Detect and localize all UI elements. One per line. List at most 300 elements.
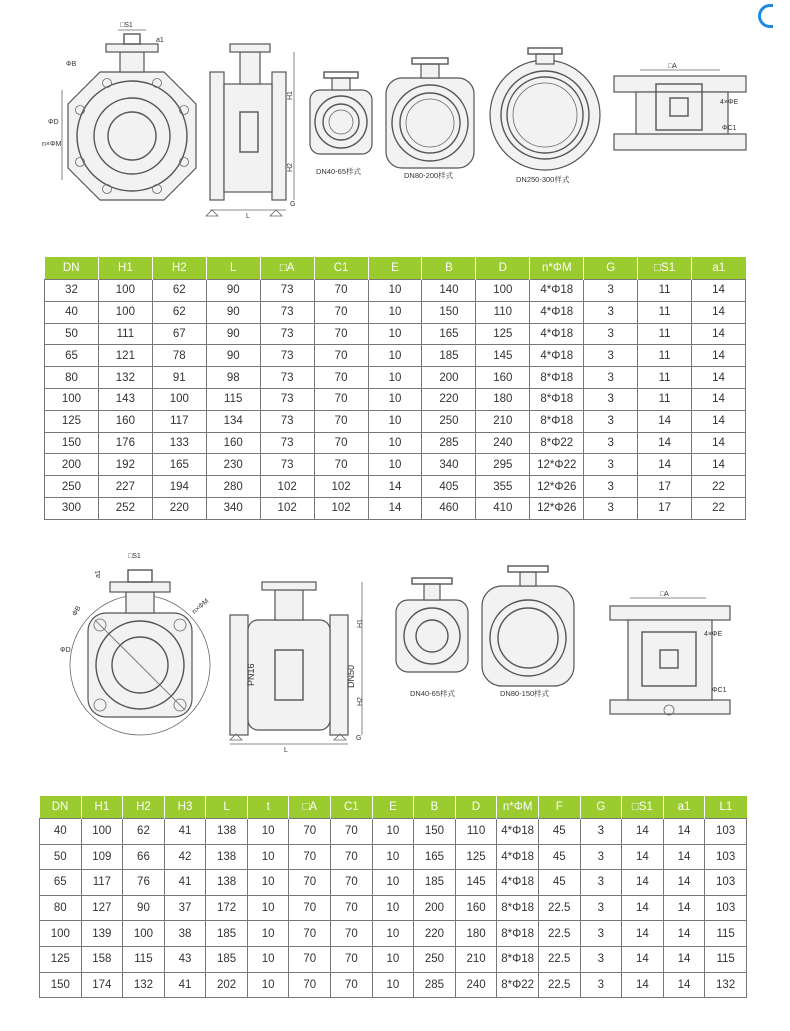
table-cell: 22.5 bbox=[538, 972, 580, 998]
table-cell: 250 bbox=[414, 946, 456, 972]
table-cell: 10 bbox=[368, 280, 422, 302]
table-cell: 140 bbox=[422, 280, 476, 302]
table-cell: 143 bbox=[98, 388, 152, 410]
table-cell: 150 bbox=[45, 432, 99, 454]
table-cell: 17 bbox=[638, 476, 692, 498]
table-cell: 111 bbox=[98, 323, 152, 345]
column-header: D bbox=[455, 796, 497, 819]
table-cell: 10 bbox=[372, 972, 414, 998]
table-cell: 100 bbox=[123, 921, 165, 947]
table-cell: 3 bbox=[580, 895, 622, 921]
table-cell: 14 bbox=[692, 367, 746, 389]
table-cell: 17 bbox=[638, 497, 692, 519]
table-cell: 80 bbox=[40, 895, 82, 921]
table-cell: 14 bbox=[692, 410, 746, 432]
table-cell: 132 bbox=[123, 972, 165, 998]
table-cell: 160 bbox=[476, 367, 530, 389]
caption-dn250-300: DN250-300样式 bbox=[516, 175, 570, 184]
caption-dn80-200: DN80-200样式 bbox=[404, 171, 454, 180]
table-cell: 115 bbox=[123, 946, 165, 972]
table-cell: 73 bbox=[260, 345, 314, 367]
table-cell: 8*Φ18 bbox=[497, 895, 539, 921]
table-cell: 62 bbox=[152, 280, 206, 302]
table-cell: 73 bbox=[260, 410, 314, 432]
column-header: E bbox=[368, 257, 422, 280]
table-row bbox=[45, 497, 746, 519]
table-cell: 14 bbox=[622, 819, 664, 845]
drawing-set-1 bbox=[0, 0, 790, 250]
table-cell: 405 bbox=[422, 476, 476, 498]
top-view-2 bbox=[610, 591, 730, 715]
table-cell: 3 bbox=[580, 921, 622, 947]
table-cell: 14 bbox=[692, 301, 746, 323]
table-cell: 102 bbox=[260, 497, 314, 519]
table-cell: 70 bbox=[331, 844, 373, 870]
view-dn250-300 bbox=[490, 48, 600, 184]
table-cell: 102 bbox=[314, 497, 368, 519]
table-cell: 250 bbox=[45, 476, 99, 498]
table-cell: 3 bbox=[580, 946, 622, 972]
table-cell: 50 bbox=[45, 323, 99, 345]
table-cell: 14 bbox=[692, 345, 746, 367]
table-cell: 50 bbox=[40, 844, 82, 870]
table-cell: 3 bbox=[584, 432, 638, 454]
column-header: H2 bbox=[152, 257, 206, 280]
table-row bbox=[45, 323, 746, 345]
table-cell: 45 bbox=[538, 844, 580, 870]
label-g: G bbox=[290, 201, 296, 208]
table-cell: 145 bbox=[476, 345, 530, 367]
table-cell: 66 bbox=[123, 844, 165, 870]
table-cell: 150 bbox=[422, 301, 476, 323]
column-header: H1 bbox=[98, 257, 152, 280]
table-cell: 4*Φ18 bbox=[530, 323, 584, 345]
table-cell: 10 bbox=[247, 870, 289, 896]
technical-drawing-2 bbox=[0, 540, 790, 790]
table-cell: 14 bbox=[692, 280, 746, 302]
drawing-set-2 bbox=[0, 540, 790, 790]
table-cell: 90 bbox=[206, 323, 260, 345]
table-cell: 355 bbox=[476, 476, 530, 498]
column-header: B bbox=[422, 257, 476, 280]
column-header: D bbox=[476, 257, 530, 280]
table-cell: 240 bbox=[476, 432, 530, 454]
table-cell: 14 bbox=[663, 972, 705, 998]
table-cell: 10 bbox=[247, 895, 289, 921]
label-pn16: PN16 bbox=[246, 663, 256, 686]
table-cell: 150 bbox=[414, 819, 456, 845]
table-cell: 102 bbox=[314, 476, 368, 498]
column-header: E bbox=[372, 796, 414, 819]
table-cell: 8*Φ18 bbox=[497, 946, 539, 972]
table-cell: 285 bbox=[422, 432, 476, 454]
caption2-dn80-150: DN80-150样式 bbox=[500, 689, 550, 698]
table-cell: 12*Φ26 bbox=[530, 476, 584, 498]
table-cell: 40 bbox=[45, 301, 99, 323]
table-cell: 210 bbox=[455, 946, 497, 972]
table-row bbox=[45, 432, 746, 454]
table-cell: 158 bbox=[81, 946, 123, 972]
table-cell: 10 bbox=[372, 819, 414, 845]
table-cell: 133 bbox=[152, 432, 206, 454]
label2-nm: n×ΦM bbox=[191, 597, 211, 616]
table-cell: 78 bbox=[152, 345, 206, 367]
table-cell: 100 bbox=[152, 388, 206, 410]
label-b: ΦB bbox=[66, 61, 77, 68]
table-cell: 210 bbox=[476, 410, 530, 432]
table-cell: 70 bbox=[331, 946, 373, 972]
table-cell: 285 bbox=[414, 972, 456, 998]
table-cell: 70 bbox=[289, 819, 331, 845]
table-cell: 42 bbox=[164, 844, 206, 870]
table-cell: 70 bbox=[289, 870, 331, 896]
table-cell: 67 bbox=[152, 323, 206, 345]
table-cell: 70 bbox=[331, 870, 373, 896]
column-header: F bbox=[538, 796, 580, 819]
table-cell: 14 bbox=[663, 946, 705, 972]
label2-h2: H2 bbox=[357, 697, 364, 706]
table-cell: 100 bbox=[81, 819, 123, 845]
table-cell: 98 bbox=[206, 367, 260, 389]
table-cell: 100 bbox=[45, 388, 99, 410]
column-header: a1 bbox=[663, 796, 705, 819]
table-cell: 121 bbox=[98, 345, 152, 367]
table-cell: 22.5 bbox=[538, 921, 580, 947]
table-cell: 340 bbox=[206, 497, 260, 519]
column-header: □S1 bbox=[622, 796, 664, 819]
table-row bbox=[40, 946, 747, 972]
table-cell: 73 bbox=[260, 454, 314, 476]
table-cell: 110 bbox=[455, 819, 497, 845]
table-cell: 14 bbox=[663, 819, 705, 845]
table-cell: 12*Φ26 bbox=[530, 497, 584, 519]
table-cell: 3 bbox=[584, 410, 638, 432]
table-cell: 103 bbox=[705, 819, 747, 845]
table-cell: 102 bbox=[260, 476, 314, 498]
table-cell: 32 bbox=[45, 280, 99, 302]
label2-a-top: □A bbox=[660, 591, 669, 598]
table-cell: 100 bbox=[476, 280, 530, 302]
table-row bbox=[45, 410, 746, 432]
table-cell: 200 bbox=[422, 367, 476, 389]
table-cell: 22 bbox=[692, 497, 746, 519]
table-cell: 45 bbox=[538, 819, 580, 845]
table-cell: 70 bbox=[314, 280, 368, 302]
top-view-1 bbox=[614, 63, 746, 150]
table-cell: 73 bbox=[260, 388, 314, 410]
table-cell: 252 bbox=[98, 497, 152, 519]
side-view-2 bbox=[230, 582, 364, 754]
column-header: C1 bbox=[314, 257, 368, 280]
table-cell: 300 bbox=[45, 497, 99, 519]
table-cell: 132 bbox=[98, 367, 152, 389]
table-cell: 220 bbox=[422, 388, 476, 410]
table-cell: 410 bbox=[476, 497, 530, 519]
table-cell: 127 bbox=[81, 895, 123, 921]
table-cell: 10 bbox=[368, 323, 422, 345]
label2-a1: a1 bbox=[95, 570, 102, 578]
table-cell: 165 bbox=[414, 844, 456, 870]
table-cell: 145 bbox=[455, 870, 497, 896]
table-cell: 10 bbox=[247, 972, 289, 998]
table-cell: 14 bbox=[622, 946, 664, 972]
table-header-row bbox=[45, 257, 746, 280]
table-cell: 3 bbox=[584, 323, 638, 345]
table-cell: 70 bbox=[289, 972, 331, 998]
table-cell: 14 bbox=[638, 432, 692, 454]
column-header: a1 bbox=[692, 257, 746, 280]
table-cell: 110 bbox=[476, 301, 530, 323]
table-cell: 103 bbox=[705, 870, 747, 896]
table-cell: 14 bbox=[368, 476, 422, 498]
table-cell: 4*Φ18 bbox=[497, 819, 539, 845]
table-cell: 70 bbox=[331, 819, 373, 845]
table-cell: 70 bbox=[331, 895, 373, 921]
table-cell: 185 bbox=[414, 870, 456, 896]
table-cell: 70 bbox=[289, 844, 331, 870]
table-cell: 73 bbox=[260, 323, 314, 345]
table-cell: 4*Φ18 bbox=[497, 870, 539, 896]
label-h1: H1 bbox=[287, 91, 294, 100]
table-cell: 117 bbox=[81, 870, 123, 896]
column-header: □S1 bbox=[638, 257, 692, 280]
table-cell: 185 bbox=[206, 921, 248, 947]
table-cell: 14 bbox=[622, 921, 664, 947]
table-cell: 62 bbox=[152, 301, 206, 323]
table-cell: 8*Φ18 bbox=[497, 921, 539, 947]
view2-dn80-150 bbox=[482, 566, 574, 698]
table-cell: 3 bbox=[580, 972, 622, 998]
table-cell: 90 bbox=[123, 895, 165, 921]
table-row bbox=[45, 345, 746, 367]
table-cell: 8*Φ18 bbox=[530, 410, 584, 432]
table-cell: 185 bbox=[422, 345, 476, 367]
label-a1: a1 bbox=[156, 37, 164, 44]
table-cell: 90 bbox=[206, 301, 260, 323]
label2-c1-top: ΦC1 bbox=[712, 687, 727, 694]
table-cell: 10 bbox=[368, 388, 422, 410]
label2-s1: □S1 bbox=[128, 553, 141, 560]
table-cell: 73 bbox=[260, 301, 314, 323]
table-cell: 3 bbox=[584, 367, 638, 389]
table-cell: 14 bbox=[663, 844, 705, 870]
table-cell: 185 bbox=[206, 946, 248, 972]
label-h2: H2 bbox=[287, 163, 294, 172]
table-cell: 70 bbox=[289, 946, 331, 972]
table-cell: 10 bbox=[368, 410, 422, 432]
table-cell: 14 bbox=[622, 895, 664, 921]
label-e-top: 4×ΦE bbox=[720, 99, 739, 106]
table-cell: 103 bbox=[705, 844, 747, 870]
label-d: ΦD bbox=[48, 119, 59, 126]
table-cell: 10 bbox=[372, 870, 414, 896]
table-cell: 100 bbox=[98, 280, 152, 302]
table-cell: 220 bbox=[414, 921, 456, 947]
table-cell: 14 bbox=[622, 870, 664, 896]
table-cell: 125 bbox=[455, 844, 497, 870]
table-cell: 70 bbox=[331, 921, 373, 947]
table-cell: 8*Φ22 bbox=[530, 432, 584, 454]
table-cell: 220 bbox=[152, 497, 206, 519]
table-cell: 180 bbox=[455, 921, 497, 947]
table-cell: 125 bbox=[476, 323, 530, 345]
table-row bbox=[45, 301, 746, 323]
table-cell: 73 bbox=[260, 432, 314, 454]
table-cell: 100 bbox=[40, 921, 82, 947]
table-cell: 176 bbox=[98, 432, 152, 454]
table-cell: 3 bbox=[580, 819, 622, 845]
table-cell: 117 bbox=[152, 410, 206, 432]
column-header: DN bbox=[45, 257, 99, 280]
table-cell: 10 bbox=[368, 301, 422, 323]
table-cell: 45 bbox=[538, 870, 580, 896]
table-row bbox=[40, 844, 747, 870]
table-cell: 14 bbox=[368, 497, 422, 519]
table-cell: 70 bbox=[314, 432, 368, 454]
column-header: n*ΦM bbox=[530, 257, 584, 280]
table-cell: 37 bbox=[164, 895, 206, 921]
table-cell: 172 bbox=[206, 895, 248, 921]
table-cell: 11 bbox=[638, 323, 692, 345]
table-cell: 3 bbox=[584, 301, 638, 323]
label2-e-top: 4×ΦE bbox=[704, 631, 723, 638]
table-row bbox=[45, 476, 746, 498]
table-cell: 10 bbox=[247, 921, 289, 947]
table-row bbox=[45, 280, 746, 302]
table-cell: 73 bbox=[260, 367, 314, 389]
table-cell: 174 bbox=[81, 972, 123, 998]
table-cell: 109 bbox=[81, 844, 123, 870]
table-header-row bbox=[40, 796, 747, 819]
table-cell: 3 bbox=[584, 345, 638, 367]
table-cell: 10 bbox=[368, 432, 422, 454]
spec-table-2 bbox=[39, 796, 747, 998]
column-header: H1 bbox=[81, 796, 123, 819]
table-cell: 100 bbox=[98, 301, 152, 323]
label-s1: □S1 bbox=[120, 22, 133, 29]
side-view-1 bbox=[206, 44, 295, 220]
table-cell: 10 bbox=[368, 345, 422, 367]
column-header: L bbox=[206, 796, 248, 819]
table-cell: 91 bbox=[152, 367, 206, 389]
table-cell: 11 bbox=[638, 280, 692, 302]
table-cell: 4*Φ18 bbox=[530, 280, 584, 302]
table-cell: 10 bbox=[247, 819, 289, 845]
table-cell: 70 bbox=[331, 972, 373, 998]
table-cell: 70 bbox=[314, 454, 368, 476]
table-cell: 3 bbox=[584, 454, 638, 476]
table-cell: 14 bbox=[692, 323, 746, 345]
front-view-2 bbox=[60, 553, 210, 735]
table-cell: 10 bbox=[372, 921, 414, 947]
table-cell: 70 bbox=[314, 367, 368, 389]
table-cell: 200 bbox=[45, 454, 99, 476]
table-cell: 43 bbox=[164, 946, 206, 972]
table-cell: 11 bbox=[638, 388, 692, 410]
table-cell: 103 bbox=[705, 895, 747, 921]
table-cell: 76 bbox=[123, 870, 165, 896]
table-cell: 12*Φ22 bbox=[530, 454, 584, 476]
table-cell: 8*Φ18 bbox=[530, 388, 584, 410]
column-header: □A bbox=[289, 796, 331, 819]
table-cell: 340 bbox=[422, 454, 476, 476]
table-cell: 240 bbox=[455, 972, 497, 998]
table-row bbox=[40, 921, 747, 947]
table-cell: 41 bbox=[164, 972, 206, 998]
table-cell: 125 bbox=[40, 946, 82, 972]
label-nm: n×ΦM bbox=[42, 141, 62, 148]
table-row bbox=[40, 972, 747, 998]
table-cell: 115 bbox=[705, 946, 747, 972]
label-a-top: □A bbox=[668, 63, 677, 70]
table-cell: 70 bbox=[289, 895, 331, 921]
table-cell: 4*Φ18 bbox=[497, 844, 539, 870]
table-cell: 41 bbox=[164, 819, 206, 845]
table-cell: 10 bbox=[368, 367, 422, 389]
table-cell: 14 bbox=[638, 454, 692, 476]
table-cell: 40 bbox=[40, 819, 82, 845]
column-header: DN bbox=[40, 796, 82, 819]
table-cell: 8*Φ18 bbox=[530, 367, 584, 389]
table-cell: 202 bbox=[206, 972, 248, 998]
table-cell: 90 bbox=[206, 345, 260, 367]
table-cell: 165 bbox=[422, 323, 476, 345]
column-header: □A bbox=[260, 257, 314, 280]
table-cell: 138 bbox=[206, 844, 248, 870]
table-cell: 132 bbox=[705, 972, 747, 998]
table-row bbox=[45, 454, 746, 476]
table-cell: 14 bbox=[692, 432, 746, 454]
caption-dn40-65: DN40-65样式 bbox=[316, 167, 362, 176]
table-cell: 22.5 bbox=[538, 895, 580, 921]
technical-drawing-1 bbox=[0, 0, 790, 250]
table-row bbox=[45, 388, 746, 410]
table-cell: 22.5 bbox=[538, 946, 580, 972]
table-row bbox=[45, 367, 746, 389]
table-cell: 125 bbox=[45, 410, 99, 432]
table-cell: 160 bbox=[206, 432, 260, 454]
table-cell: 10 bbox=[372, 946, 414, 972]
label-c1-top: ΦC1 bbox=[722, 125, 737, 132]
table-cell: 70 bbox=[314, 410, 368, 432]
table-cell: 11 bbox=[638, 345, 692, 367]
column-header: H2 bbox=[123, 796, 165, 819]
table-cell: 115 bbox=[705, 921, 747, 947]
column-header: t bbox=[247, 796, 289, 819]
table-cell: 90 bbox=[206, 280, 260, 302]
table-cell: 3 bbox=[584, 388, 638, 410]
table-row bbox=[40, 895, 747, 921]
table-cell: 70 bbox=[314, 388, 368, 410]
table-row bbox=[40, 870, 747, 896]
table-cell: 160 bbox=[98, 410, 152, 432]
table-cell: 65 bbox=[45, 345, 99, 367]
table-cell: 4*Φ18 bbox=[530, 345, 584, 367]
table-cell: 8*Φ22 bbox=[497, 972, 539, 998]
table-cell: 22 bbox=[692, 476, 746, 498]
table-cell: 14 bbox=[692, 388, 746, 410]
table-cell: 138 bbox=[206, 819, 248, 845]
table-cell: 160 bbox=[455, 895, 497, 921]
table-cell: 10 bbox=[368, 454, 422, 476]
table-cell: 14 bbox=[692, 454, 746, 476]
table-cell: 3 bbox=[580, 844, 622, 870]
table-cell: 3 bbox=[584, 280, 638, 302]
table-cell: 194 bbox=[152, 476, 206, 498]
view-dn40-65 bbox=[310, 72, 372, 176]
table-cell: 295 bbox=[476, 454, 530, 476]
table-cell: 3 bbox=[580, 870, 622, 896]
